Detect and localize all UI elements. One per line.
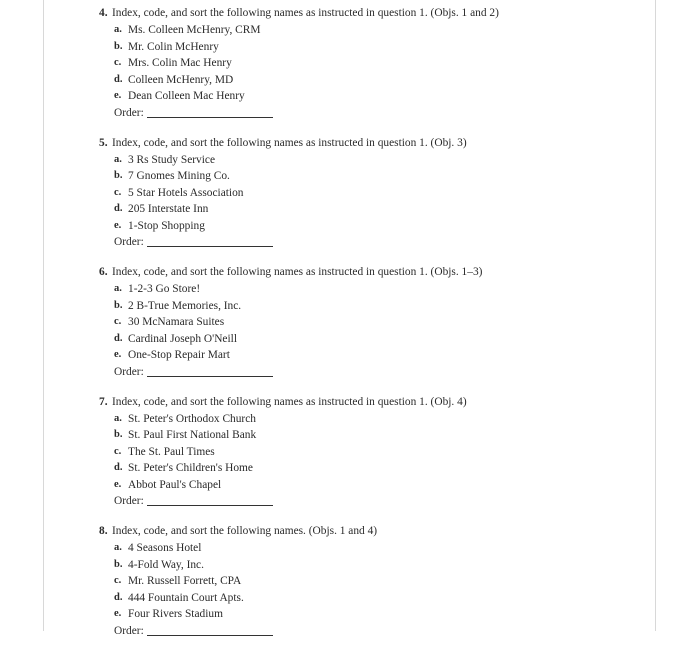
list-item [0,201,700,218]
question-header [0,395,700,411]
list-item [0,22,700,39]
item-text: 30 McNamara Suites [128,316,225,328]
order-label: Order: [114,106,144,119]
question-list [0,6,700,654]
item-text: Mr. Colin McHenry [128,40,219,53]
item-letter: a. [114,24,122,35]
order-row [0,105,700,122]
question-number: 5. [99,136,108,149]
list-item [0,477,700,494]
order-answer-line[interactable] [147,117,273,118]
order-answer-line[interactable] [147,376,273,377]
question-number: 6. [99,266,108,278]
order-row [0,234,700,251]
item-text: 444 Fountain Court Apts. [128,591,244,604]
question-6 [0,265,700,381]
order-answer-line[interactable] [147,246,273,247]
question-number: 4. [99,7,108,19]
order-answer-line[interactable] [147,505,273,506]
question-prompt: Index, code, and sort the following names as instructed in question 1. (Objs. 1–3) [112,266,483,278]
question-4 [0,6,700,122]
item-text: 205 Interstate Inn [128,203,209,215]
item-letter: e. [114,478,122,490]
item-letter: e. [114,219,122,231]
list-item [0,72,700,89]
list-item [0,88,700,105]
item-letter: a. [114,283,122,294]
item-text: 1-2-3 Go Store! [128,283,201,295]
item-letter: c. [114,316,122,327]
question-prompt: Index, code, and sort the following names. (Objs. 1 and 4) [112,525,378,537]
list-item [0,427,700,444]
list-item [0,55,700,72]
list-item [0,573,700,590]
list-item [0,347,700,364]
order-answer-line[interactable] [147,635,273,636]
item-letter: e. [114,608,122,619]
item-text: 4 Seasons Hotel [128,542,202,554]
question-7 [0,395,700,511]
question-8 [0,524,700,640]
question-number: 8. [99,525,108,537]
item-text: Cardinal Joseph O'Neill [128,332,237,345]
item-text: St. Peter's Children's Home [128,462,253,474]
item-letter: b. [114,40,123,52]
item-letter: b. [114,429,123,440]
item-text: 7 Gnomes Mining Co. [128,170,230,182]
item-text: Ms. Colleen McHenry, CRM [128,24,261,36]
list-item [0,281,700,298]
question-prompt: Index, code, and sort the following names as instructed in question 1. (Obj. 3) [112,136,467,149]
question-number: 7. [99,395,108,408]
list-item [0,314,700,331]
order-row [0,623,700,640]
item-text: Dean Colleen Mac Henry [128,90,245,102]
list-item [0,185,700,202]
item-letter: c. [114,445,122,457]
item-letter: b. [114,299,123,311]
list-item [0,218,700,235]
question-prompt: Index, code, and sort the following names as instructed in question 1. (Obj. 4) [112,395,467,408]
item-letter: e. [114,349,122,360]
item-letter: c. [114,186,122,198]
item-text: Mr. Russell Forrett, CPA [128,575,242,587]
question-5 [0,136,700,252]
list-item [0,39,700,56]
list-item [0,460,700,477]
list-item [0,606,700,623]
item-text: 3 Rs Study Service [128,153,216,166]
item-text: 4-Fold Way, Inc. [128,558,204,571]
list-item [0,168,700,185]
order-label: Order: [114,236,144,248]
list-item [0,444,700,461]
item-letter: d. [114,203,123,214]
item-letter: e. [114,90,122,101]
item-text: Four Rivers Stadium [128,608,223,620]
item-letter: d. [114,591,123,603]
item-letter: d. [114,332,123,344]
item-text: Mrs. Colin Mac Henry [128,57,232,69]
order-row [0,493,700,510]
item-letter: c. [114,575,122,586]
item-letter: d. [114,462,123,473]
list-item [0,298,700,315]
question-prompt: Index, code, and sort the following names as instructed in question 1. (Objs. 1 and 2) [112,7,499,19]
item-text: Abbot Paul's Chapel [128,478,222,491]
item-letter: a. [114,412,122,424]
question-header [0,6,700,22]
item-text: The St. Paul Times [128,445,215,458]
item-text: Colleen McHenry, MD [128,73,234,86]
item-letter: c. [114,57,122,68]
list-item [0,540,700,557]
item-letter: a. [114,542,122,553]
list-item [0,411,700,428]
question-header [0,524,700,540]
item-text: St. Paul First National Bank [128,429,257,441]
item-letter: d. [114,73,123,85]
item-text: St. Peter's Orthodox Church [128,412,256,425]
question-header [0,265,700,281]
order-label: Order: [114,365,144,378]
list-item [0,331,700,348]
item-letter: b. [114,558,123,570]
order-row [0,364,700,381]
order-label: Order: [114,624,144,637]
order-label: Order: [114,495,144,507]
list-item [0,590,700,607]
list-item [0,152,700,169]
item-letter: a. [114,153,122,165]
item-letter: b. [114,170,123,181]
item-text: 1-Stop Shopping [128,219,205,232]
item-text: 5 Star Hotels Association [128,186,244,199]
item-text: 2 B-True Memories, Inc. [128,299,242,312]
list-item [0,557,700,574]
question-header [0,136,700,152]
item-text: One-Stop Repair Mart [128,349,230,361]
